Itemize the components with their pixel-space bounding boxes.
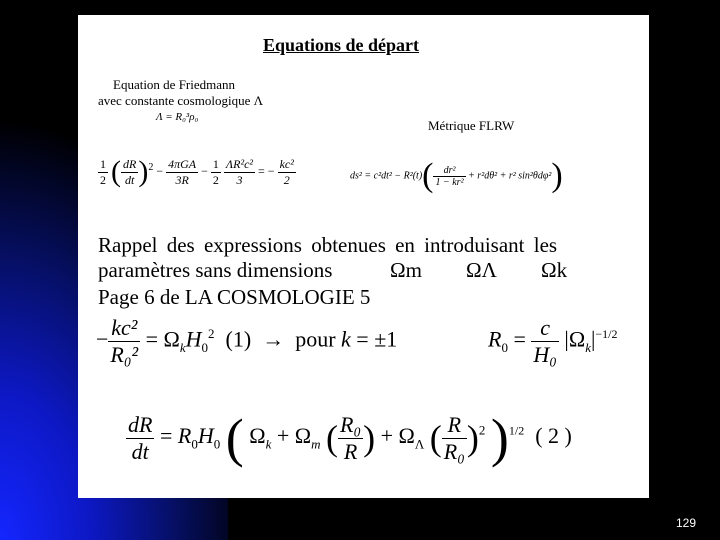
bottom-bar (228, 497, 720, 540)
metric-label: Métrique FLRW (428, 118, 515, 133)
omega-lambda-symbol: ΩΛ (466, 258, 497, 282)
page-title: Equations de départ (263, 35, 420, 55)
rappel-line-1: Rappel des expressions obtenues en introduisant les (98, 233, 558, 257)
equation-r0: $R_0$ = $\frac{c}{\text{H₀}}$ $|\Omega_k|^{-1/2}$ (488, 315, 618, 367)
slide-number: 129 (675, 516, 696, 530)
omega-m-symbol: Ωm (390, 258, 422, 282)
page-reference: Page 6 de LA COSMOLOGIE 5 (98, 285, 371, 309)
omega-k-symbol: Ωk (541, 258, 568, 282)
scanned-document (78, 15, 649, 498)
metric-equation: ds² = c²dt² − R²(t)( $\frac{\text{dr²}}{\text{1 − kr²}}$ + r²dθ² + r² sin²θdφ²) (350, 157, 563, 194)
equation-2: $\frac{dR}{dt}$ = $R_0H_0$ ( $\Omega_k + \Omega_m$ ( $\frac{\text{R₀}}{R}$ ) + $\Omega_\Lambda$ ( $\frac{R}{\text{R₀}}$ )$^2$ )$^{1/2}$ ( 2 ) (128, 408, 572, 468)
rappel-line-2: paramètres sans dimensions (98, 258, 333, 282)
lambda-definition: Λ = R₀³ρ₀ (156, 111, 199, 123)
cosmo-constant-label: avec constante cosmologique Λ (98, 93, 264, 108)
friedmann-equation: $\frac{1}{2}$ ( $\frac{dR}{dt}$ )$^2$ − $\frac{\text{4πGA}}{3R}$ − $\frac{1}{2}$ $\frac{\text{ΛR²c²}}{3}$ = − $\frac{\text{kc²}}{2}$ (100, 155, 294, 188)
friedmann-label: Equation de Friedmann (113, 77, 236, 92)
equation-1: − $\frac{\text{kc²}}{\text{R₀²}}$ = $\Omega_kH_0^2$ (1) → pour k = ±1 (96, 315, 398, 367)
